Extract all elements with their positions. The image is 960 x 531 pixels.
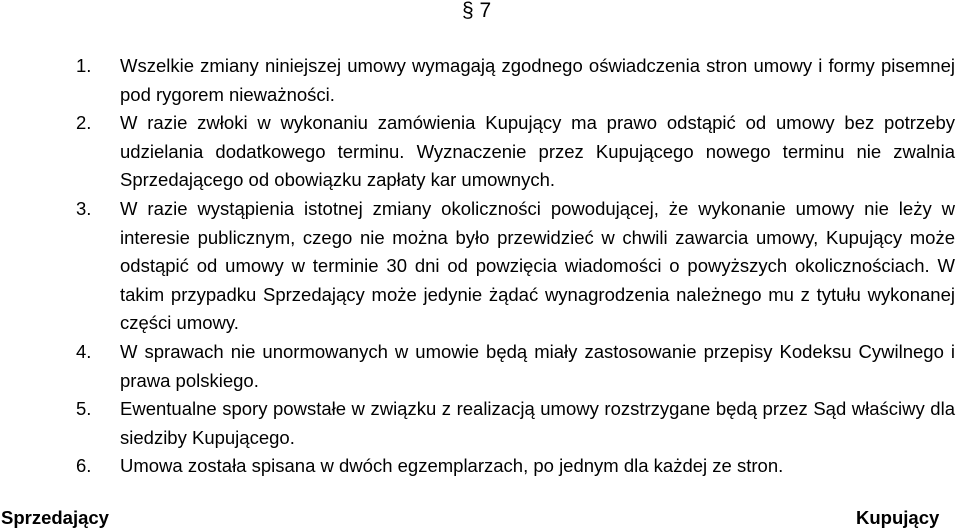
clause-text: W sprawach nie unormowanych w umowie będą miały zastosowanie przepisy Kodeksu Cywilnego i prawa polskiego. — [120, 340, 955, 391]
clause-text: W razie zwłoki w wykonaniu zamówienia Kupujący ma prawo odstąpić od umowy bez potrzeby udzielania dodatkowego terminu. Wyznaczenie przez Kupującego nowego terminu nie zwalnia Sprzedającego od obowiązku zapłaty kar umownych. — [120, 112, 955, 191]
clause-4 — [0, 338, 955, 395]
clause-list — [0, 52, 960, 481]
clause-1 — [0, 52, 955, 109]
clause-text: W razie wystąpienia istotnej zmiany okoliczności powodującej, że wykonanie umowy nie leży w interesie publicznym, czego nie można było przewidzieć w chwili zawarcia umowy, Kupujący może odstąpić od umowy w terminie 30 dni od powzięcia wiadomości o powyższych okolicznościach. W takim przypadku Sprzedający może jedynie żądać wynagrodzenia należnego mu z tytułu wykonanej części umowy. — [120, 197, 955, 334]
clause-number: 6. — [76, 455, 92, 477]
clause-6 — [0, 452, 955, 481]
clause-number: 4. — [76, 340, 92, 362]
clause-3 — [0, 195, 955, 338]
clause-text: Ewentualne spory powstałe w związku z realizacją umowy rozstrzygane będą przez Sąd właściwy dla siedziby Kupującego. — [120, 398, 955, 448]
seller-signature-label: Sprzedający — [1, 507, 109, 528]
clause-2 — [0, 109, 955, 195]
clause-number: 2. — [76, 112, 92, 134]
section-heading: § 7 — [462, 0, 492, 22]
clause-number: 1. — [76, 55, 92, 76]
clause-text: Wszelkie zmiany niniejszej umowy wymagają zgodnego oświadczenia stron umowy i formy pisemnej pod rygorem nieważności. — [120, 55, 955, 105]
buyer-signature-label: Kupujący — [856, 507, 940, 528]
clause-text: Umowa została spisana w dwóch egzemplarzach, po jednym dla każdej ze stron. — [120, 455, 784, 477]
clause-5 — [0, 395, 955, 452]
clause-number: 5. — [76, 398, 92, 420]
clause-number: 3. — [76, 197, 92, 219]
